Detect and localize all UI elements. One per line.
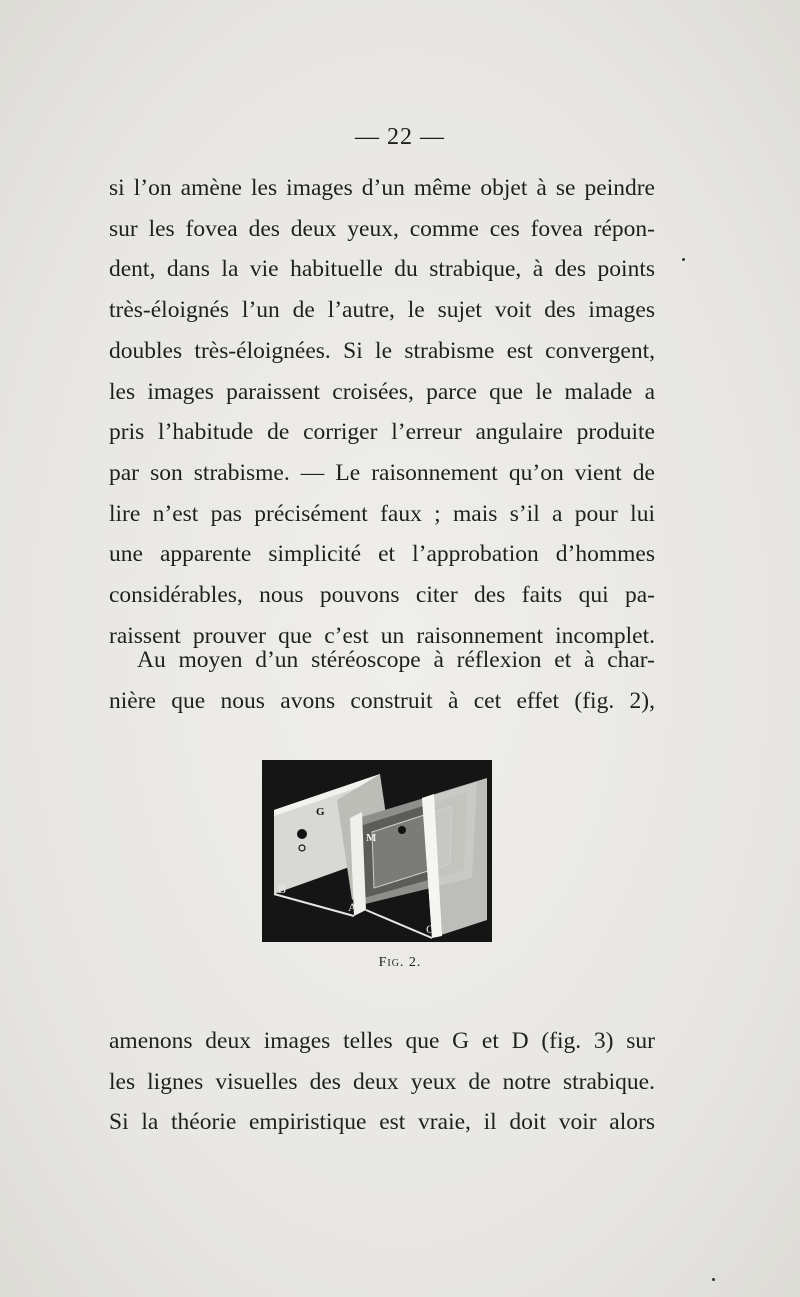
text-line: très-éloignés l’un de l’autre, le sujet voit des images xyxy=(109,297,655,324)
figure-label-a: A xyxy=(348,900,357,914)
text-line: les images paraissent croisées, parce que le malade a xyxy=(109,378,655,405)
figure-label-m: M xyxy=(366,832,377,844)
text-line: nière que nous avons construit à cet effet (fig. 2), xyxy=(109,687,655,714)
text-line: amenons deux images telles que G et D (fig. 3) sur xyxy=(109,1028,655,1054)
text-line: les lignes visuelles des deux yeux de notre strabique. xyxy=(109,1068,655,1095)
text-line: Si la théorie empiristique est vraie, il doit voir alors xyxy=(109,1109,655,1136)
page-number: — 22 — xyxy=(355,124,445,150)
text-line: considérables, nous pouvons citer des faits qui pa- xyxy=(109,582,655,609)
text-line: sur les fovea des deux yeux, comme ces fovea répon- xyxy=(109,215,655,242)
printing-speck xyxy=(712,1278,715,1281)
text-line: doubles très-éloignées. Si le strabisme est convergent, xyxy=(109,337,655,364)
figure-label-c: C xyxy=(426,922,435,936)
stereoscope-drawing xyxy=(262,760,492,942)
stereoscope-figure xyxy=(262,760,492,942)
text-line: si l’on amène les images d’un même objet à se peindre xyxy=(109,175,655,201)
printing-speck xyxy=(682,258,685,261)
text-line: dent, dans la vie habituelle du strabique, à des points xyxy=(109,256,655,283)
text-line: lire n’est pas précisément faux ; mais s’il a pour lui xyxy=(109,500,655,527)
figure-label-b: B xyxy=(278,882,287,896)
paragraph-3 xyxy=(109,1021,655,1143)
text-line: raissent prouver que c’est un raisonnement incomplet. xyxy=(109,622,655,649)
figure-caption-text: Fig. 2. xyxy=(378,955,422,970)
figure-label-g: G xyxy=(316,806,325,818)
text-line: une apparente simplicité et l’approbation d’hommes xyxy=(109,541,655,568)
paragraph-2 xyxy=(109,640,655,721)
text-line: par son strabisme. — Le raisonnement qu’on vient de xyxy=(109,459,655,486)
text-line: Au moyen d’un stéréoscope à réflexion et à char- xyxy=(137,647,655,673)
figure-caption xyxy=(0,955,800,971)
paragraph-1 xyxy=(109,168,655,656)
text-line: pris l’habitude de corriger l’erreur angulaire produite xyxy=(109,419,655,446)
